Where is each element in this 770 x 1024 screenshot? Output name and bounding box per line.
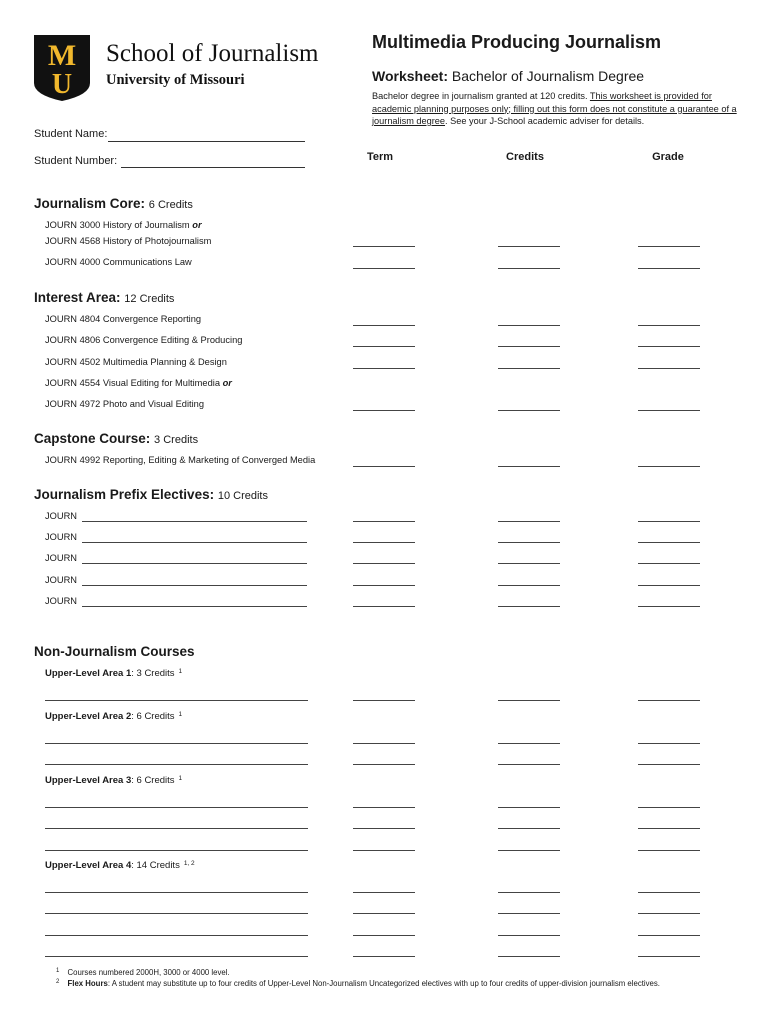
intro-tail: . See your J-School academic adviser for details. <box>445 116 645 126</box>
grade-field[interactable] <box>638 743 700 744</box>
term-field[interactable] <box>353 606 415 607</box>
course-item: JOURN 4568 History of Photojournalism <box>45 236 212 246</box>
course-name-field[interactable] <box>45 807 308 808</box>
course-name-field[interactable] <box>45 850 308 851</box>
mu-logo-icon <box>34 35 90 101</box>
svg-text:U: U <box>51 69 73 100</box>
grade-field[interactable] <box>638 700 700 701</box>
grade-field[interactable] <box>638 325 700 326</box>
grade-field[interactable] <box>638 521 700 522</box>
credits-field[interactable] <box>498 764 560 765</box>
term-field[interactable] <box>353 892 415 893</box>
credits-field[interactable] <box>498 956 560 957</box>
student-number-label: Student Number: <box>34 155 118 167</box>
column-header-credits: Credits <box>506 151 544 163</box>
worksheet-subtitle <box>372 68 644 84</box>
or-label: or <box>222 378 232 388</box>
course-name-field[interactable] <box>45 828 308 829</box>
credits-field[interactable] <box>498 807 560 808</box>
term-field[interactable] <box>353 325 415 326</box>
document-title: Multimedia Producing Journalism <box>372 32 662 52</box>
credits-field[interactable] <box>498 892 560 893</box>
grade-field[interactable] <box>638 935 700 936</box>
credits-field[interactable] <box>498 346 560 347</box>
grade-field[interactable] <box>638 542 700 543</box>
term-field[interactable] <box>353 743 415 744</box>
elective-course-field[interactable] <box>82 585 307 586</box>
course-item: JOURN 4972 Photo and Visual Editing <box>45 399 205 409</box>
grade-field[interactable] <box>638 268 700 269</box>
course-name-field[interactable] <box>45 764 308 765</box>
grade-field[interactable] <box>638 892 700 893</box>
term-field[interactable] <box>353 807 415 808</box>
grade-field[interactable] <box>638 563 700 564</box>
term-field[interactable] <box>353 700 415 701</box>
grade-field[interactable] <box>638 368 700 369</box>
grade-field[interactable] <box>638 807 700 808</box>
credits-field[interactable] <box>498 521 560 522</box>
credits-field[interactable] <box>498 368 560 369</box>
column-header-term: Term <box>366 151 394 163</box>
course-item: JOURN 4502 Multimedia Planning & Design <box>45 357 227 367</box>
footnote-1: $^1$ Courses numbered 2000H, 3000 or 4000 level. <box>56 968 230 977</box>
elective-prefix: JOURN <box>45 532 78 542</box>
term-field[interactable] <box>353 268 415 269</box>
credits-field[interactable] <box>498 850 560 851</box>
elective-course-field[interactable] <box>82 606 307 607</box>
term-field[interactable] <box>353 828 415 829</box>
credits-field[interactable] <box>498 563 560 564</box>
elective-course-field[interactable] <box>82 563 307 564</box>
credits-field[interactable] <box>498 935 560 936</box>
section-credits: 10 Credits <box>217 490 268 502</box>
credits-field[interactable] <box>498 828 560 829</box>
term-field[interactable] <box>353 850 415 851</box>
intro-underlined: This worksheet is provided for academic planning purposes only; filling out this form does not constitute a guarantee of a journalism degree <box>372 91 737 126</box>
section-title: Interest Area: <box>34 290 121 305</box>
term-field[interactable] <box>353 246 415 247</box>
section-credits: 6 Credits <box>148 199 193 211</box>
section-credits: 12 Credits <box>124 293 175 305</box>
grade-field[interactable] <box>638 913 700 914</box>
course-item: JOURN 4554 Visual Editing for Multimedia or <box>45 378 232 388</box>
grade-field[interactable] <box>638 585 700 586</box>
section-title: Journalism Prefix Electives: <box>34 487 215 502</box>
student-number-field[interactable] <box>121 167 305 168</box>
elective-course-field[interactable] <box>82 521 307 522</box>
credits-field[interactable] <box>498 410 560 411</box>
grade-field[interactable] <box>638 466 700 467</box>
credits-field[interactable] <box>498 325 560 326</box>
elective-prefix: JOURN <box>45 553 78 563</box>
term-field[interactable] <box>353 542 415 543</box>
course-name-field[interactable] <box>45 935 308 936</box>
term-field[interactable] <box>353 410 415 411</box>
term-field[interactable] <box>353 585 415 586</box>
course-item: JOURN 3000 History of Journalism or <box>45 220 202 230</box>
elective-prefix: JOURN <box>45 511 78 521</box>
term-field[interactable] <box>353 956 415 957</box>
term-field[interactable] <box>353 935 415 936</box>
section-heading-interest <box>34 290 174 305</box>
grade-field[interactable] <box>638 246 700 247</box>
worksheet-label: Worksheet: <box>372 68 448 84</box>
elective-course-field[interactable] <box>82 542 307 543</box>
grade-field[interactable] <box>638 828 700 829</box>
course-item: JOURN 4804 Convergence Reporting <box>45 314 202 324</box>
worksheet-value: Bachelor of Journalism Degree <box>451 68 645 84</box>
area-heading: Upper-Level Area 4: 14 Credits $^{1, 2}$ <box>45 860 195 871</box>
elective-prefix: JOURN <box>45 596 78 606</box>
credits-field[interactable] <box>498 913 560 914</box>
grade-field[interactable] <box>638 850 700 851</box>
credits-field[interactable] <box>498 700 560 701</box>
course-item: JOURN 4806 Convergence Editing & Producing <box>45 335 243 345</box>
term-field[interactable] <box>353 466 415 467</box>
or-label: or <box>192 220 202 230</box>
elective-prefix: JOURN <box>45 575 78 585</box>
term-field[interactable] <box>353 346 415 347</box>
section-title: Capstone Course: <box>34 431 151 446</box>
course-item: JOURN 4992 Reporting, Editing & Marketing of Converged Media <box>45 455 316 465</box>
term-field[interactable] <box>353 368 415 369</box>
term-field[interactable] <box>353 563 415 564</box>
grade-field[interactable] <box>638 764 700 765</box>
column-header-grade: Grade <box>652 151 684 163</box>
university-name: University of Missouri <box>106 72 245 88</box>
intro-plain: Bachelor degree in journalism granted at 120 credits. <box>372 91 590 101</box>
credits-field[interactable] <box>498 466 560 467</box>
credits-field[interactable] <box>498 743 560 744</box>
credits-field[interactable] <box>498 542 560 543</box>
course-name-field[interactable] <box>45 892 308 893</box>
school-name: School of Journalism <box>106 40 319 67</box>
course-name-field[interactable] <box>45 956 308 957</box>
footnote-2: $^2$ Flex Hours: A student may substitute up to four credits of Upper-Level Non-Journalism Uncategorized electives with up to four credits of upper-division journalism electives. <box>56 979 660 988</box>
term-field[interactable] <box>353 764 415 765</box>
area-heading: Upper-Level Area 2: 6 Credits $^1$ <box>45 711 183 722</box>
section-title: Journalism Core: <box>34 196 146 211</box>
credits-field[interactable] <box>498 246 560 247</box>
credits-field[interactable] <box>498 268 560 269</box>
svg-text:M: M <box>47 39 77 72</box>
section-credits: 3 Credits <box>154 434 199 446</box>
course-name-field[interactable] <box>45 700 308 701</box>
area-heading: Upper-Level Area 3: 6 Credits $^1$ <box>45 775 183 786</box>
grade-field[interactable] <box>638 346 700 347</box>
intro-text <box>372 90 742 128</box>
term-field[interactable] <box>353 913 415 914</box>
course-name-field[interactable] <box>45 743 308 744</box>
grade-field[interactable] <box>638 956 700 957</box>
grade-field[interactable] <box>638 606 700 607</box>
course-name-field[interactable] <box>45 913 308 914</box>
term-field[interactable] <box>353 521 415 522</box>
area-heading: Upper-Level Area 1: 3 Credits $^1$ <box>45 668 183 679</box>
student-name-label: Student Name: <box>34 128 108 140</box>
credits-field[interactable] <box>498 585 560 586</box>
student-name-field[interactable] <box>108 141 305 142</box>
course-item: JOURN 4000 Communications Law <box>45 257 192 267</box>
credits-field[interactable] <box>498 606 560 607</box>
grade-field[interactable] <box>638 410 700 411</box>
section-heading-electives <box>34 487 268 502</box>
section-heading-nonjournalism: Non-Journalism Courses <box>34 644 195 659</box>
section-heading-capstone <box>34 431 198 446</box>
section-heading-core <box>34 196 193 211</box>
